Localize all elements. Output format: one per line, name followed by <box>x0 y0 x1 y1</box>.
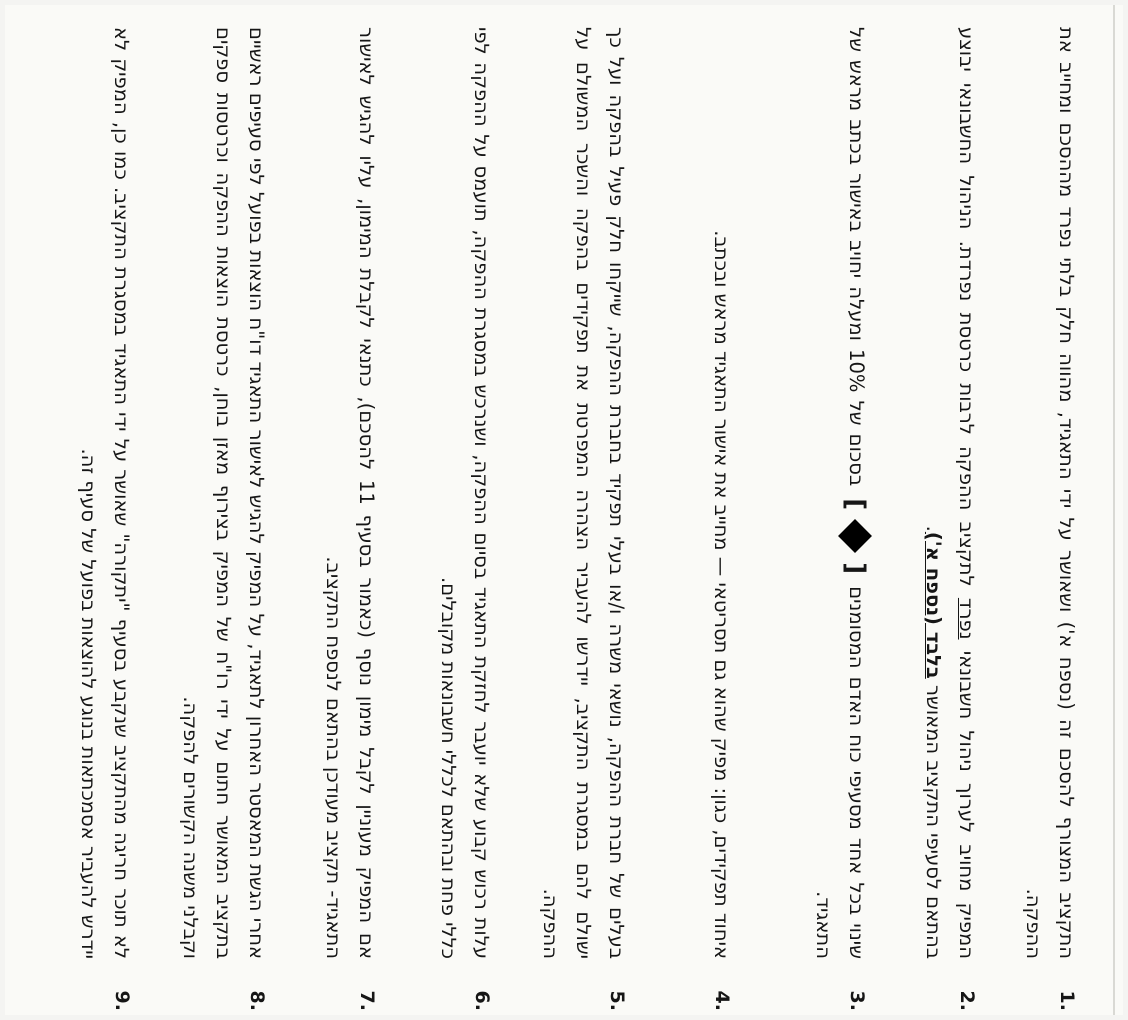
clause-text: עלות רכוש קבוע שלא יועבר לחזקת התאגיד בסיום ההפקה, ושנרכש במסגרת ההפקה, תועמס על ההפקה לפי כללי פחת ובהתאם לכללי חשבונאות מקובלים. <box>437 27 493 959</box>
document-page <box>5 5 1123 1015</box>
clause-text: התקציב המצורף להסכם זה (נספח א') ושאושר על ידי התאגיד, מהווה חלק בלתי נפרד מההסכם ומחייב את ההפקה. <box>1022 27 1078 959</box>
rotated-document-page <box>5 5 1123 1015</box>
clause-number: .2 <box>956 990 978 1011</box>
clause-text: המפיק מחויב לערוך ניהול חשבונאי נפרד לתקציב ההפקה לרבות כרטסת נפרדת. הניהול החשבונאי יבוצע בהתאם לסעיפי התקציב המאושר בלבד (נספח א'). <box>922 27 978 960</box>
clause-6 <box>432 27 498 1011</box>
diamond-marker-icon <box>839 519 873 553</box>
clause-text: אחרי הגשת המאסטר האחרון לתאגיד, על המפיק להגיש לאישור התאגיד דו"ח הוצאות בפועל לפי סעיפים ראשיים בתקציב המאושר חתום על ידי רו"ח של המפיק בצירוף מאזן בוחן, כרטסת הוצאות ההפקה וכרטסות ספקים וקבלני משנה הקשורים להפקה. <box>179 27 268 959</box>
clause-3 <box>807 27 873 1011</box>
clause-number: .8 <box>246 990 268 1011</box>
clause-text: לא תוכר חריגה מהתקציב שנקבע בסעיף "יתקורה" שאושר על ידי התאגיד במסגרת התקציב. כמו כן, המפיק לא יידרש להעביר אסמכתאות בנוגע להוצאות בפועל של סעיף זה. <box>77 27 133 959</box>
close-bracket: ] <box>840 498 871 511</box>
clause-number: .5 <box>606 990 628 1011</box>
underlined-term-appendix-only: בלבד (נספח א') <box>922 531 945 679</box>
clause-text: בעלים של חברת ההפקה, נושאי משרה ו/או בעלי תפקיד בחברת ההפקה, שייקחו חלק פעיל בהפקה ועל כך ישולם להם במסגרת התקציב, יידרשו להעביר הצהרה המפרטת את תפקידים בהפקה והשכר המשולם על ההפקה. <box>539 27 628 959</box>
clause-number: .9 <box>111 990 133 1011</box>
clause-7 <box>317 27 383 1011</box>
scan-top-edge <box>1113 5 1115 1015</box>
clause-8 <box>174 27 273 1011</box>
clause-text: שינוי בכל אחד מסעיפי כוח האדם המסומנים [] בסכום של 10% ומעלה יחויב באישור בכתב מראש של התאגיד. <box>812 27 871 959</box>
open-bracket: [ <box>840 562 871 575</box>
clause-1 <box>1017 27 1083 1011</box>
clause-text: איחוד תפקידים, כגון: מפיק שהוא גם תסריטאי — מחייב את אישור התאגיד מראש ובכתב. <box>710 230 733 959</box>
clause-number: .1 <box>1056 990 1078 1011</box>
clause-4 <box>705 27 738 1011</box>
underlined-term-separate: נפרד <box>955 597 978 640</box>
clause-text: אם המפיק מעוניין לקבל מימון נוסף (כאמור בסעיף 11 להסכם), כתנאי לקבלת המימון, עליו להגיש לאישור התאגיד- תקציב מעודכן בהתאם לנספח התקציב. <box>322 27 378 959</box>
clause-5 <box>534 27 633 1011</box>
clause-number: .6 <box>471 990 493 1011</box>
clause-number: .3 <box>846 990 868 1011</box>
clause-2 <box>917 27 983 1011</box>
clause-number: .7 <box>356 990 378 1011</box>
clause-number: .4 <box>711 990 733 1011</box>
clause-9 <box>72 27 138 1011</box>
